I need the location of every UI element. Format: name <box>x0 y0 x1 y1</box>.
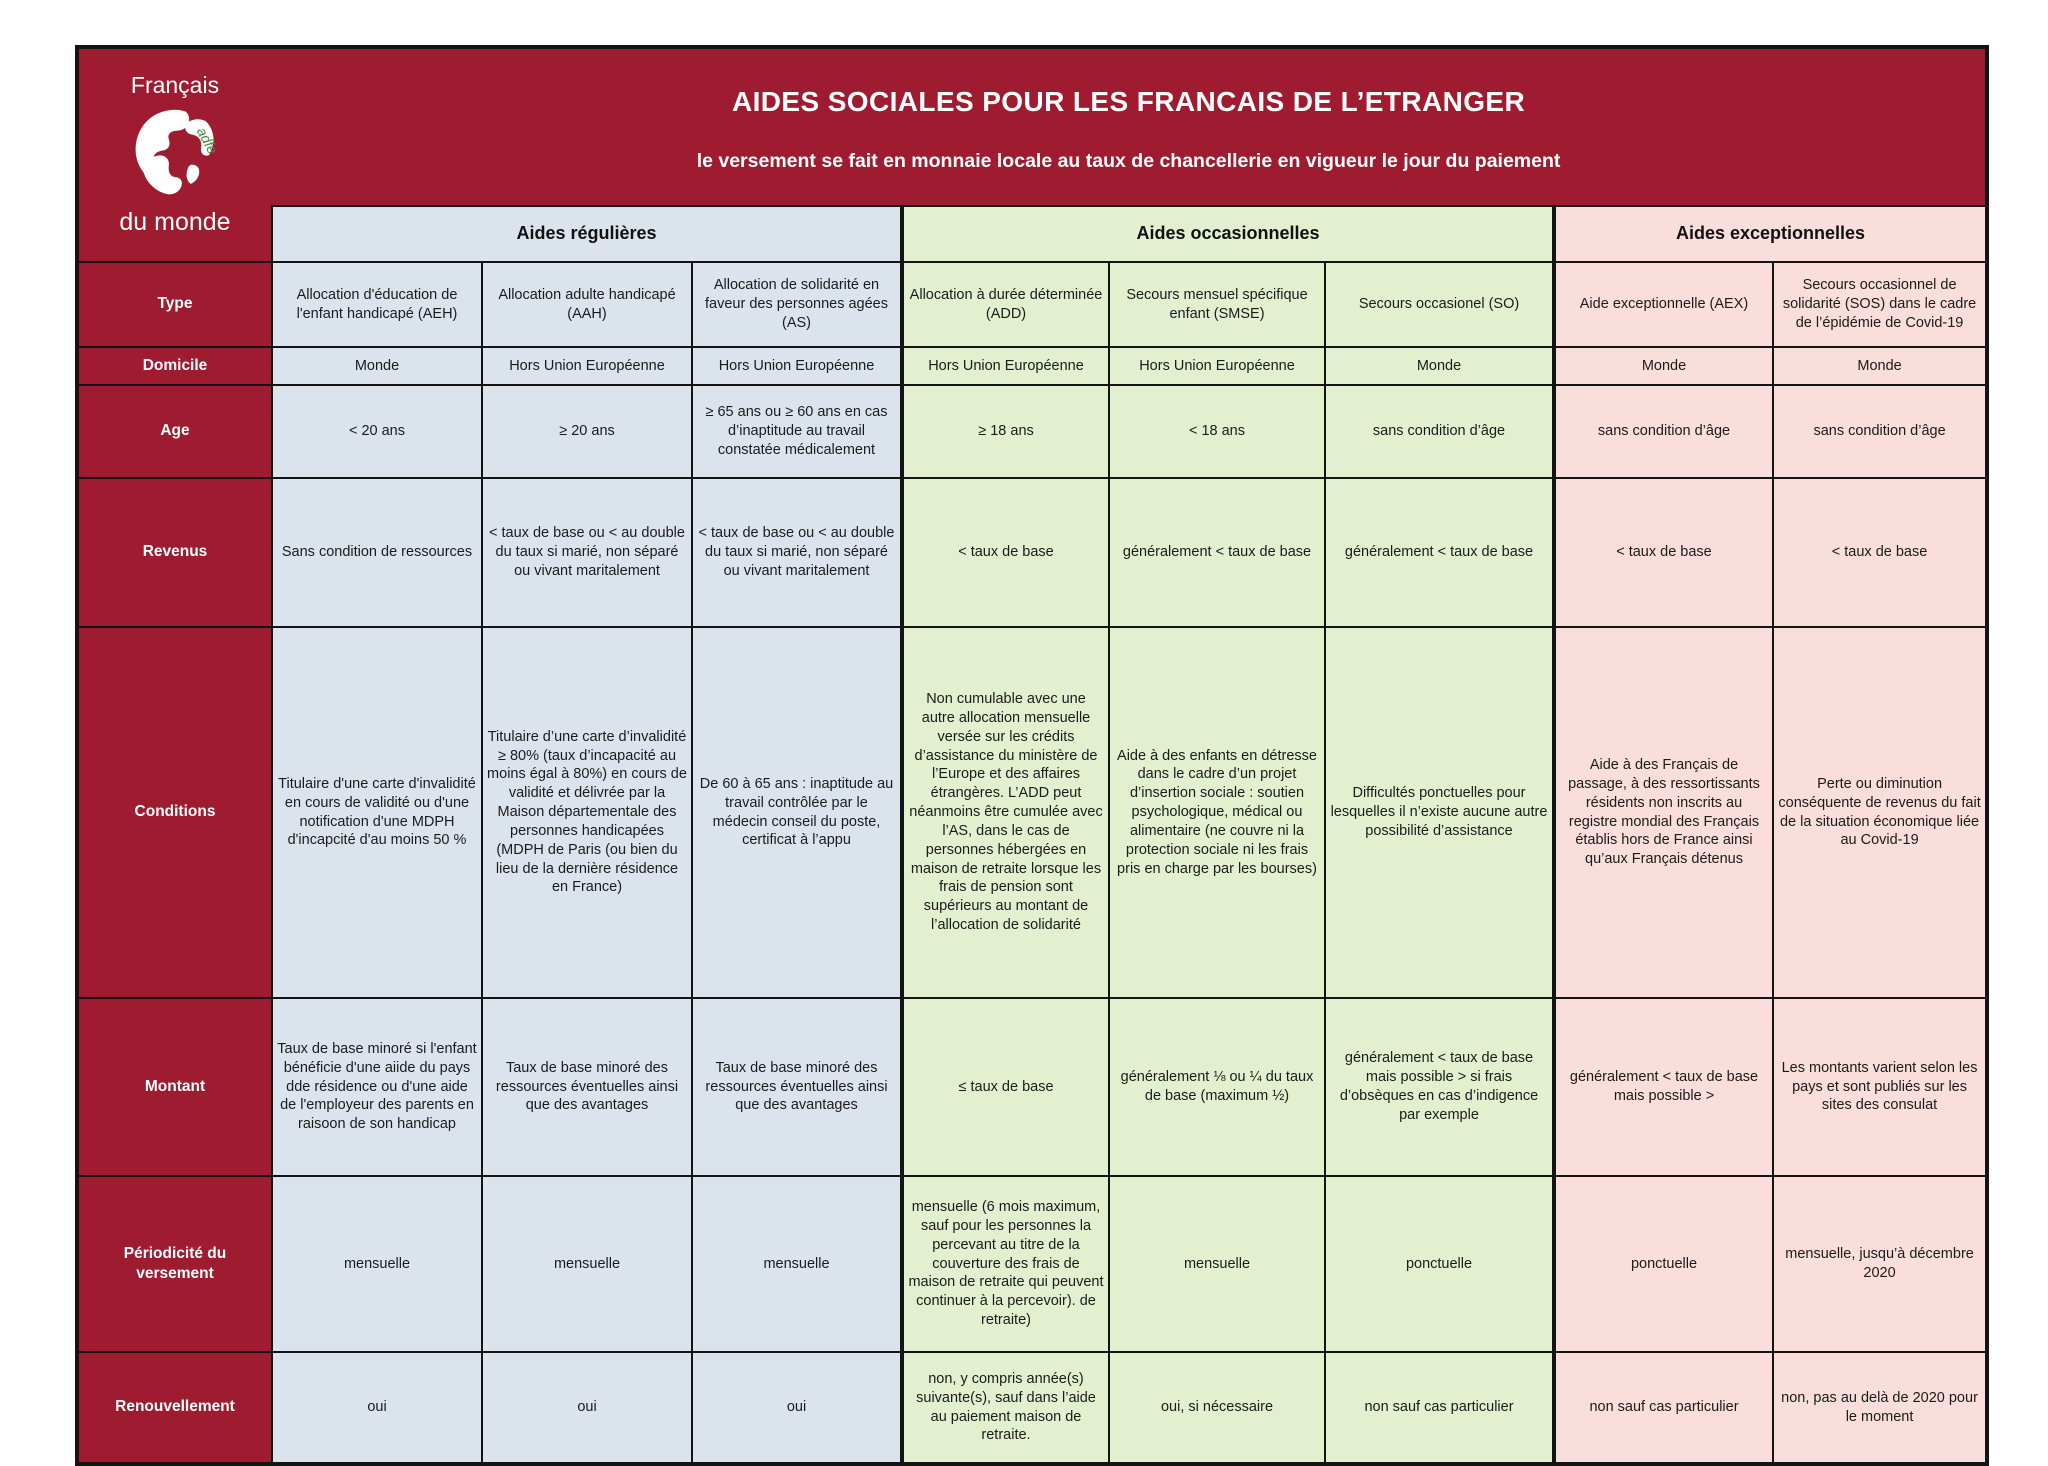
renouvellement-cell: non sauf cas particulier <box>1325 1352 1554 1464</box>
title-band <box>272 47 1987 206</box>
row-label-periodicite: Périodicité du versement <box>77 1176 272 1352</box>
conditions-cell: Aide à des enfants en détresse dans le cadre d’un projet d’insertion sociale : soutien psychologique, médical ou alimentaire (ne couvre ni la protection sociale ni les frais pris en charge par les bourses) <box>1109 627 1325 998</box>
age-cell: ≥ 18 ans <box>902 385 1109 478</box>
logo-text-bottom: du monde <box>119 208 231 237</box>
montant-cell: Les montants varient selon les pays et sont publiés sur les sites des consulat <box>1773 998 1987 1176</box>
revenus-cell: généralement < taux de base <box>1325 478 1554 627</box>
logo-cell <box>77 47 272 262</box>
conditions-cell: Difficultés ponctuelles pour lesquelles il n’existe aucune autre possibilité d’assistance <box>1325 627 1554 998</box>
group-header-aides-occasionnelles: Aides occasionnelles <box>902 206 1554 262</box>
domicile-cell: Hors Union Européenne <box>902 347 1109 385</box>
montant-cell: généralement < taux de base mais possible > <box>1554 998 1773 1176</box>
periodicite-cell: mensuelle <box>692 1176 902 1352</box>
revenus-cell: < taux de base <box>1773 478 1987 627</box>
globe-icon <box>128 106 223 201</box>
domicile-cell: Monde <box>1325 347 1554 385</box>
row-label-age: Age <box>77 385 272 478</box>
montant-cell: Taux de base minoré si l'enfant bénéficie d'une aiide du pays dde résidence ou d'une aide de l'employeur des parents en raisoon de son handicap <box>272 998 482 1176</box>
age-cell: sans condition d’âge <box>1773 385 1987 478</box>
revenus-cell: < taux de base <box>1554 478 1773 627</box>
renouvellement-cell: oui <box>272 1352 482 1464</box>
montant-cell: ≤ taux de base <box>902 998 1109 1176</box>
revenus-cell: Sans condition de ressources <box>272 478 482 627</box>
conditions-cell: Non cumulable avec une autre allocation mensuelle versée sur les crédits d’assistance du ministère de l’Europe et des affaires étrangères. L’ADD peut néanmoins être cumulée avec l’AS, dans le cas de personnes hébergées en maison de retraite lorsque les frais de pension sont supérieurs au montant de l’allocation de solidarité <box>902 627 1109 998</box>
periodicite-cell: mensuelle, jusqu’à décembre 2020 <box>1773 1176 1987 1352</box>
globe-adfe-text: adfe <box>192 125 220 158</box>
conditions-cell: De 60 à 65 ans : inaptitude au travail contrôlée par le médecin conseil du poste, certificat à l’appu <box>692 627 902 998</box>
conditions-cell: Titulaire d'une carte d'invalidité en cours de validité ou d'une notification d'une MDPH d'incapcité d'au moins 50 % <box>272 627 482 998</box>
group-header-aides-regulieres: Aides régulières <box>272 206 902 262</box>
domicile-cell: Hors Union Européenne <box>482 347 692 385</box>
domicile-cell: Hors Union Européenne <box>692 347 902 385</box>
domicile-cell: Monde <box>1554 347 1773 385</box>
montant-cell: généralement < taux de base mais possible > si frais d’obsèques en cas d’indigence par exemple <box>1325 998 1554 1176</box>
periodicite-cell: mensuelle (6 mois maximum, sauf pour les personnes la percevant au titre de la couverture des frais de maison de retraite qui peuvent continuer à la percevoir). de retraite) <box>902 1176 1109 1352</box>
domicile-cell: Hors Union Européenne <box>1109 347 1325 385</box>
page-title: AIDES SOCIALES POUR LES FRANCAIS DE L’ETRANGER <box>731 86 1526 118</box>
renouvellement-cell: oui, si nécessaire <box>1109 1352 1325 1464</box>
domicile-cell: Monde <box>272 347 482 385</box>
revenus-cell: < taux de base <box>902 478 1109 627</box>
periodicite-cell: ponctuelle <box>1554 1176 1773 1352</box>
renouvellement-cell: non sauf cas particulier <box>1554 1352 1773 1464</box>
montant-cell: Taux de base minoré des ressources éventuelles ainsi que des avantages <box>692 998 902 1176</box>
age-cell: sans condition d’âge <box>1325 385 1554 478</box>
periodicite-cell: ponctuelle <box>1325 1176 1554 1352</box>
type-cell: Allocation adulte handicapé (AAH) <box>482 262 692 347</box>
row-label-domicile: Domicile <box>77 347 272 385</box>
conditions-cell: Perte ou diminution conséquente de revenus du fait de la situation économique liée au Covid-19 <box>1773 627 1987 998</box>
age-cell: sans condition d’âge <box>1554 385 1773 478</box>
periodicite-cell: mensuelle <box>272 1176 482 1352</box>
age-cell: < 20 ans <box>272 385 482 478</box>
page-subtitle: le versement se fait en monnaie locale au taux de chancellerie en vigueur le jour du paiement <box>696 149 1561 172</box>
row-label-montant: Montant <box>77 998 272 1176</box>
age-cell: ≥ 65 ans ou ≥ 60 ans en cas d’inaptitude au travail constatée médicalement <box>692 385 902 478</box>
type-cell: Allocation à durée déterminée (ADD) <box>902 262 1109 347</box>
renouvellement-cell: non, y compris année(s) suivante(s), sauf dans l’aide au paiement maison de retraite. <box>902 1352 1109 1464</box>
conditions-cell: Titulaire d’une carte d’invalidité ≥ 80% (taux d’incapacité au moins égal à 80%) en cours de validité et délivrée par la Maison départementale des personnes handicapées (MDPH de Paris (ou bien du lieu de la dernière résidence en France) <box>482 627 692 998</box>
revenus-cell: < taux de base ou < au double du taux si marié, non séparé ou vivant maritalement <box>482 478 692 627</box>
age-cell: ≥ 20 ans <box>482 385 692 478</box>
revenus-cell: < taux de base ou < au double du taux si marié, non séparé ou vivant maritalement <box>692 478 902 627</box>
periodicite-cell: mensuelle <box>482 1176 692 1352</box>
logo <box>83 51 267 259</box>
type-cell: Secours occasionnel de solidarité (SOS) dans le cadre de l’épidémie de Covid-19 <box>1773 262 1987 347</box>
renouvellement-cell: non, pas au delà de 2020 pour le moment <box>1773 1352 1987 1464</box>
row-label-renouvellement: Renouvellement <box>77 1352 272 1464</box>
row-label-type: Type <box>77 262 272 347</box>
group-header-aides-exceptionnelles: Aides exceptionnelles <box>1554 206 1987 262</box>
domicile-cell: Monde <box>1773 347 1987 385</box>
conditions-cell: Aide à des Français de passage, à des ressortissants résidents non inscrits au registre mondial des Français établis hors de France ainsi qu’aux Français détenus <box>1554 627 1773 998</box>
revenus-cell: généralement < taux de base <box>1109 478 1325 627</box>
renouvellement-cell: oui <box>692 1352 902 1464</box>
montant-cell: généralement ⅛ ou ¼ du taux de base (maximum ½) <box>1109 998 1325 1176</box>
type-cell: Secours occasionel (SO) <box>1325 262 1554 347</box>
renouvellement-cell: oui <box>482 1352 692 1464</box>
montant-cell: Taux de base minoré des ressources éventuelles ainsi que des avantages <box>482 998 692 1176</box>
row-label-conditions: Conditions <box>77 627 272 998</box>
age-cell: < 18 ans <box>1109 385 1325 478</box>
type-cell: Aide exceptionnelle (AEX) <box>1554 262 1773 347</box>
row-label-revenus: Revenus <box>77 478 272 627</box>
type-cell: Allocation de solidarité en faveur des personnes agées (AS) <box>692 262 902 347</box>
type-cell: Allocation d'éducation de l'enfant handicapé (AEH) <box>272 262 482 347</box>
type-cell: Secours mensuel spécifique enfant (SMSE) <box>1109 262 1325 347</box>
logo-text-top: Français <box>130 72 220 99</box>
periodicite-cell: mensuelle <box>1109 1176 1325 1352</box>
social-aid-table <box>75 45 1989 1466</box>
